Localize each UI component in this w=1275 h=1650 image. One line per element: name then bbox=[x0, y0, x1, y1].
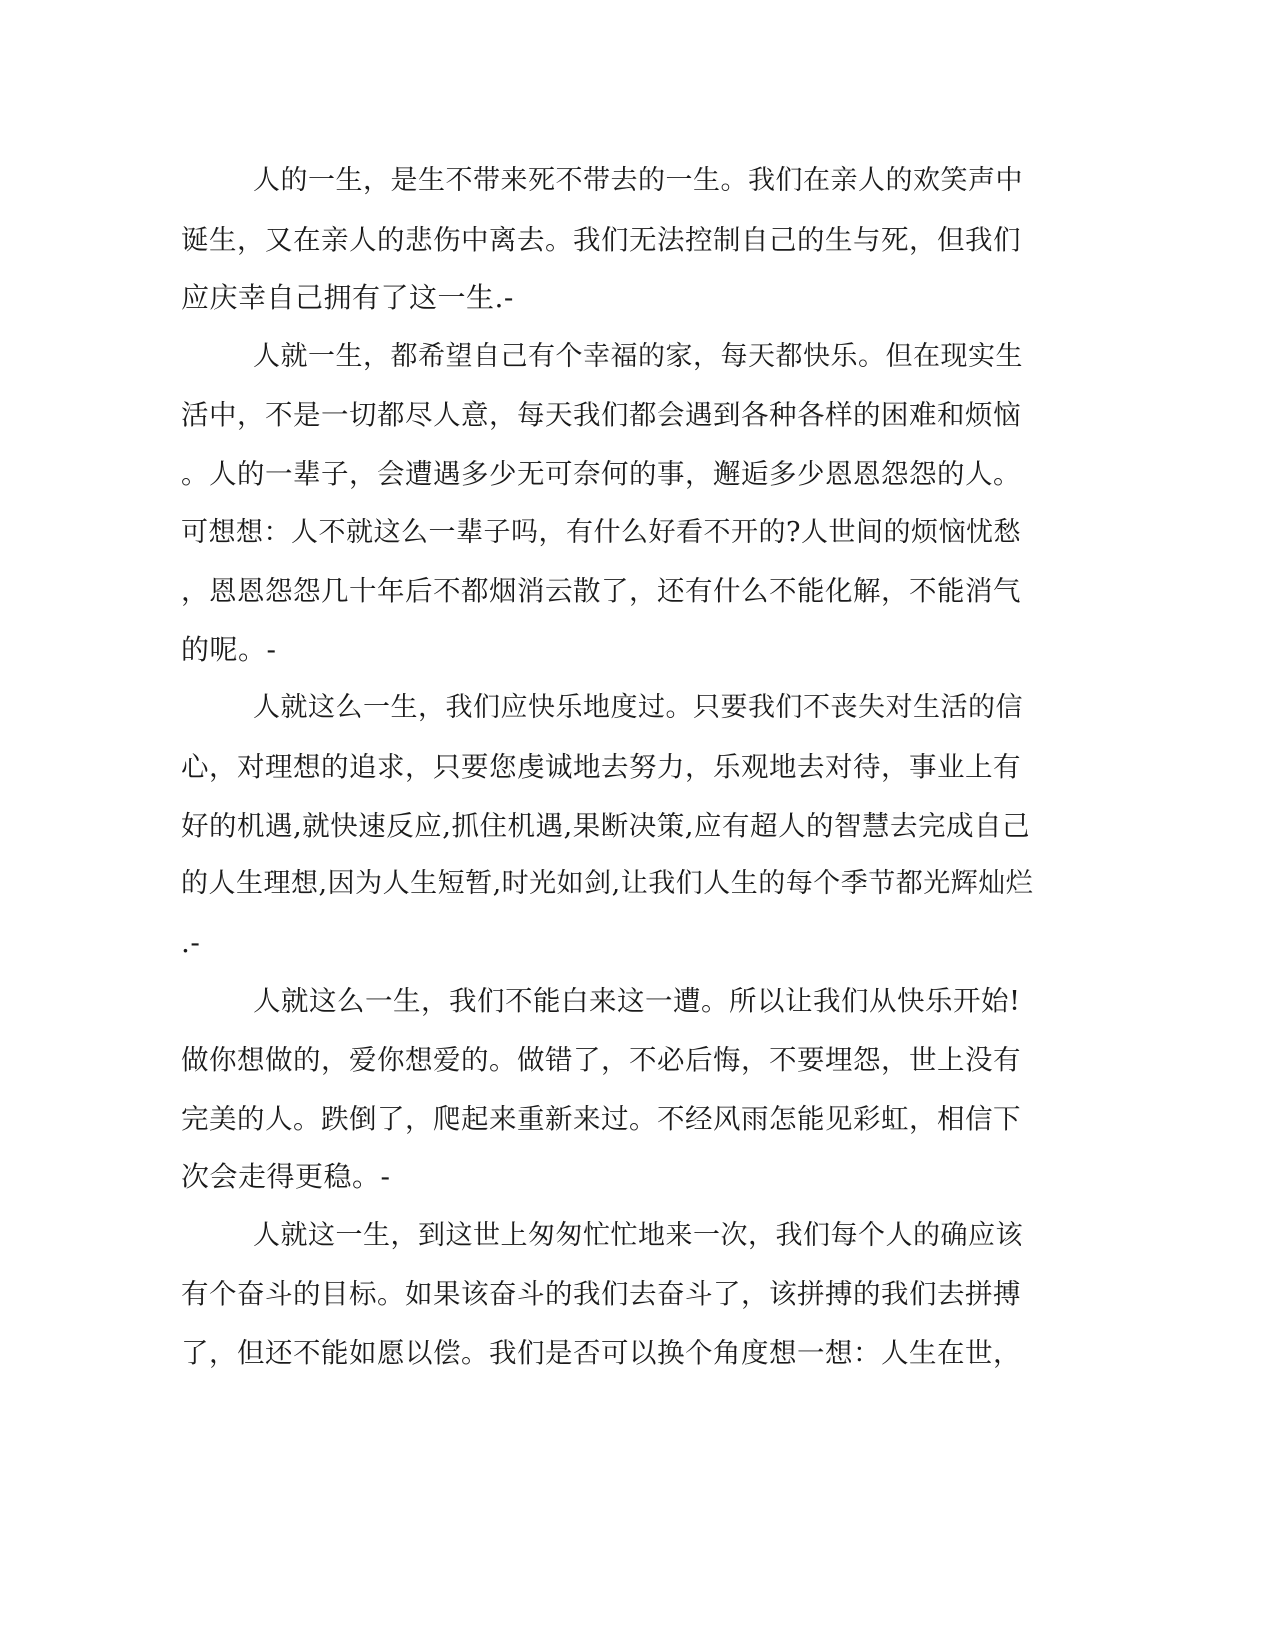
text-line: 做你想做的，爱你想爱的。做错了，不必后悔，不要埋怨，世上没有 bbox=[181, 1043, 1021, 1076]
text-line: 好的机遇,就快速反应,抓住机遇,果断决策,应有超人的智慧去完成自己 bbox=[181, 809, 1030, 842]
text-line: ，恩恩怨怨几十年后不都烟消云散了，还有什么不能化解，不能消气 bbox=[181, 575, 1021, 608]
text-line: 有个奋斗的目标。如果该奋斗的我们去奋斗了，该拼搏的我们去拼搏 bbox=[181, 1278, 1021, 1311]
text-line: 的呢。- bbox=[181, 632, 277, 666]
document-body bbox=[181, 152, 1033, 1382]
text-line: 次会走得更稳。- bbox=[181, 1160, 391, 1194]
text-line: 人就一生，都希望自己有个幸福的家，每天都快乐。但在现实生 bbox=[253, 340, 1023, 372]
text-line: 的人生理想,因为人生短暂,时光如剑,让我们人生的每个季节都光辉灿烂 bbox=[181, 868, 1034, 900]
text-line: 人就这一生，到这世上匆匆忙忙地来一次，我们每个人的确应该 bbox=[253, 1219, 1023, 1251]
text-line: 应庆幸自己拥有了这一生.- bbox=[181, 281, 514, 315]
text-line: 活中，不是一切都尽人意，每天我们都会遇到各种各样的困难和烦恼 bbox=[181, 399, 1021, 432]
text-line: 。人的一辈子，会遭遇多少无可奈何的事，邂逅多少恩恩怨怨的人。 bbox=[181, 457, 1021, 490]
text-line: 诞生，又在亲人的悲伤中离去。我们无法控制自己的生与死，但我们 bbox=[181, 223, 1021, 256]
text-line: 可想想：人不就这么一辈子吗，有什么好看不开的?人世间的烦恼忧愁 bbox=[181, 516, 1021, 548]
text-line: .- bbox=[181, 925, 201, 959]
text-line: 心，对理想的追求，只要您虔诚地去努力，乐观地去对待，事业上有 bbox=[181, 750, 1021, 783]
text-line: 人就这么一生，我们不能白来这一遭。所以让我们从快乐开始! bbox=[253, 985, 1021, 1018]
text-line: 人的一生，是生不带来死不带去的一生。我们在亲人的欢笑声中 bbox=[253, 165, 1023, 196]
text-line: 完美的人。跌倒了，爬起来重新来过。不经风雨怎能见彩虹，相信下 bbox=[181, 1102, 1021, 1135]
text-line: 人就这么一生，我们应快乐地度过。只要我们不丧失对生活的信 bbox=[253, 692, 1023, 724]
text-line: 了，但还不能如愿以偿。我们是否可以换个角度想一想：人生在世， bbox=[181, 1336, 1021, 1369]
